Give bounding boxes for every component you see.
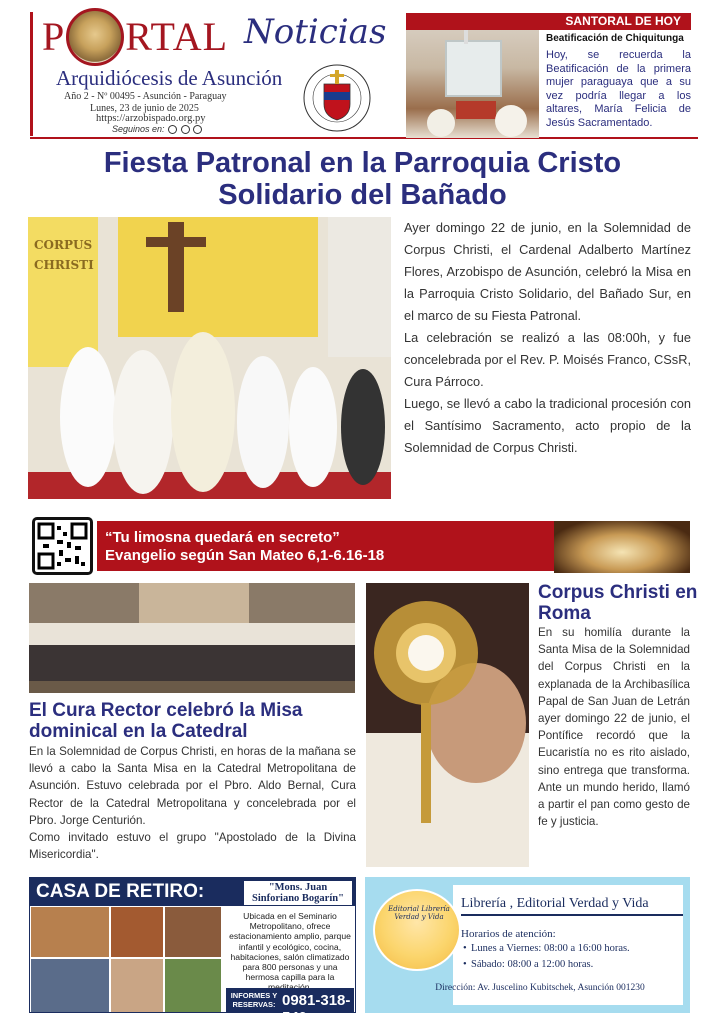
masthead-accent-bar [30, 12, 33, 136]
retreat-ad-contact [226, 988, 354, 1024]
logo-letter-p: P [42, 14, 66, 60]
bookstore-logo [373, 889, 461, 971]
cathedral-group-photo-graphic [29, 583, 355, 693]
gospel-quote: “Tu limosna quedará en secreto” [105, 529, 340, 546]
bookstore-address: Dirección: Av. Juscelino Kubitschek, Asunción 001230 [435, 983, 645, 993]
retreat-photo [165, 907, 221, 957]
retreat-photo-grid [31, 907, 221, 1012]
retreat-ad-description: Ubicada en el Seminario Metropolitano, ofrece estacionamiento amplio, parque infantil y ecológico, cocina, habitaciones, salón climatizado para 800 personas y una hermosa capilla para la [229, 911, 351, 983]
retreat-info-label: INFORMES Y RESERVAS: [230, 991, 278, 1009]
qr-code-graphic [35, 520, 90, 572]
main-story-paragraph: Luego, se llevó a cabo la tradicional procesión con el Santísimo Sacramento, acto propio de la Solemnidad de Corpus Christi. [404, 396, 691, 455]
retreat-house-ad[interactable] [29, 877, 356, 1024]
retreat-ad-name: "Mons. Juan Sinforiano Bogarín" [244, 881, 352, 905]
main-story-paragraph: La celebración se realizó a las 08:00h, y fue concelebrada por el Rev. P. Moisés Franco, CSsR, Cura Párroco. [404, 330, 691, 389]
bookstore-hours-item: • Lunes a Viernes: 08:00 a 16:00 horas. [471, 943, 630, 954]
rome-headline: Corpus Christi en Roma [538, 582, 698, 624]
retreat-ad-title: CASA DE RETIRO: [36, 881, 205, 902]
rome-story-text: En su homilía durante la Santa Misa de la Solemnidad del Corpus Christi en la explanada de la Archibasílica Papal de San Juan de Letrán ayer domingo 22 de junio, el Pontífice recordó que la Eucaristía no es rito aislado, sino entrega que transforma. Ante un mundo herido, llamó a partir el pan como gesto de fe y justicia. [538, 626, 690, 829]
retreat-photo [111, 907, 163, 957]
follow-label: Seguinos en: [112, 124, 165, 134]
retreat-phone[interactable]: 0981-318-540 [282, 992, 351, 1024]
bookstore-hours-title: Horarios de atención: [461, 928, 556, 940]
main-headline-line2: Solidario del Bañado [218, 179, 507, 211]
main-headline-line1: Fiesta Patronal en la Parroquia Cristo [103, 147, 622, 179]
bookstore-hours-item: • Sábado: 08:00 a 12:00 horas. [471, 959, 593, 970]
instagram-icon[interactable] [181, 125, 190, 134]
santoral-tag: SANTORAL DE HOY [406, 13, 691, 30]
issue-date: Lunes, 23 de junio de 2025 [90, 103, 199, 114]
monstrance-photo [366, 583, 529, 867]
bookstore-logo-text: Editorial Librería Verdad y Vida [388, 905, 450, 921]
santoral-text: Hoy, se recuerda la Beatificación de la primera mujer paraguaya que a su vez podría llegar a los altares, María Felicia de Jesús Sacramentado. [546, 49, 691, 129]
retreat-photo [165, 959, 221, 1012]
main-headline [40, 147, 685, 211]
social-row [112, 124, 202, 134]
logo-noticias: Noticias [244, 12, 387, 52]
gospel-banner [29, 517, 690, 575]
cathedral-paragraph: Como invitado estuvo el grupo "Apostolado de la Divina Misericordia". [29, 831, 356, 862]
main-story-paragraph: Ayer domingo 22 de junio, en la Solemnidad de Corpus Christi, el Cardenal Adalberto Martínez Flores, Arzobispo de Asunción, celebró la Misa en la Parroquia Cristo Solidario, del Bañado Sur, en el marco de su Fiesta Patronal. [404, 220, 691, 323]
masthead-logo [42, 12, 228, 70]
parish-group-photo [28, 217, 391, 499]
main-story-text [404, 217, 691, 459]
santoral-photo-graphic [406, 21, 539, 138]
issue-line: Año 2 - Nº 00495 - Asunción - Paraguay [64, 91, 227, 102]
corpus-christi-sign: CORPUS CHRISTI [34, 238, 94, 272]
cathedral-paragraph: En la Solemnidad de Corpus Christi, en horas de la mañana se llevó a cabo la Santa Misa en la Catedral Metropolitana de Asunción. Estuvo celebrada por el Pbro. Aldo Bernal, Cura Rector de la Catedral Metropolitana y concelebrada por el Pbro. Jorge Centurión. [29, 745, 356, 827]
cathedral-headline: El Cura Rector celebró la Misa dominical en la Catedral [29, 700, 303, 742]
cathedral-story-text [29, 743, 356, 863]
monstrance-photo-graphic [366, 583, 529, 867]
retreat-photo [111, 959, 163, 1012]
bookstore-title: Librería , Editorial Verdad y Vida [461, 896, 649, 911]
santoral-box [406, 13, 691, 138]
archdiocese-name: Arquidiócesis de Asunción [56, 66, 283, 90]
bookstore-divider [461, 914, 683, 916]
gospel-reference: Evangelio según San Mateo 6,1-6.16-18 [105, 547, 385, 564]
bookstore-ad[interactable] [365, 877, 690, 1013]
website-link[interactable]: https://arzobispado.org.py [96, 113, 206, 124]
retreat-photo [31, 959, 109, 1012]
x-icon[interactable] [193, 125, 202, 134]
cathedral-group-photo [29, 583, 355, 693]
santoral-photo [406, 21, 539, 138]
qr-code[interactable] [32, 517, 93, 575]
seal-graphic [302, 60, 372, 138]
santoral-title: Beatificación de Chiquitunga [546, 33, 684, 44]
archdiocese-seal [302, 60, 372, 138]
facebook-icon[interactable] [168, 125, 177, 134]
open-bible-image [554, 521, 690, 573]
logo-virgin-medallion [66, 8, 124, 66]
logo-letters-rtal: RTAL [125, 14, 229, 60]
retreat-photo [31, 907, 109, 957]
